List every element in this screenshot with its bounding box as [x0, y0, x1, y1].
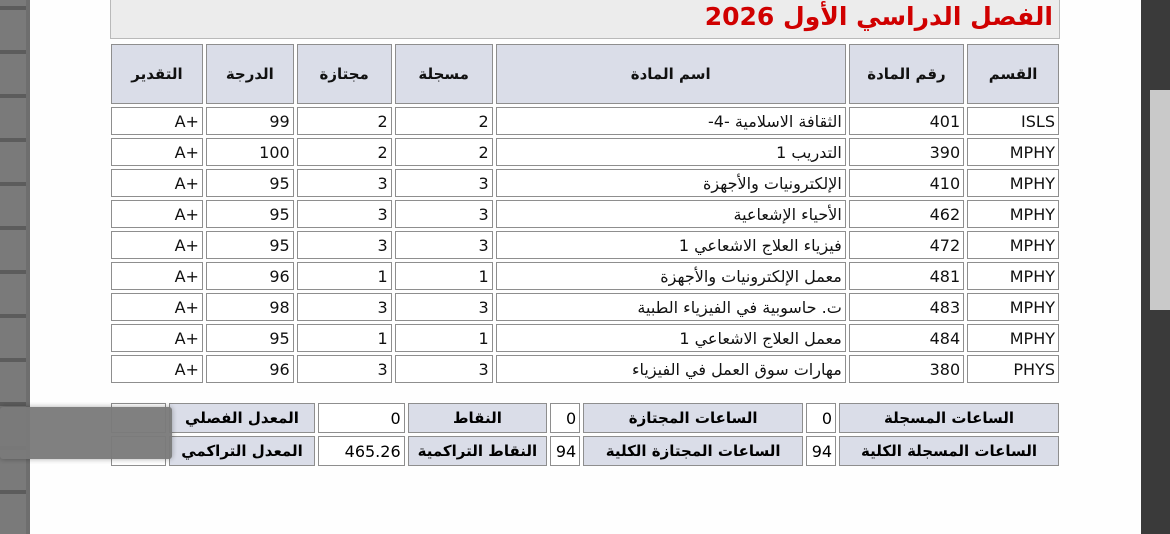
cell-dept: PHYS: [967, 355, 1059, 383]
cell-course-no: 410: [849, 169, 964, 197]
total-registered-label: الساعات المسجلة الكلية: [839, 436, 1059, 466]
cell-grade: A+: [111, 293, 203, 321]
cell-passed: 2: [297, 138, 392, 166]
cell-course-name: التدريب 1: [496, 138, 846, 166]
cell-score: 95: [206, 169, 294, 197]
cell-grade: A+: [111, 169, 203, 197]
table-row: [111, 355, 1059, 383]
table-row: [111, 231, 1059, 259]
cell-grade: A+: [111, 138, 203, 166]
table-row: [111, 200, 1059, 228]
table-header-row: [111, 44, 1059, 104]
col-header-dept: القسم: [967, 44, 1059, 104]
registered-hours-value: 0: [806, 403, 836, 433]
cell-grade: A+: [111, 262, 203, 290]
passed-hours-label: الساعات المجتازة: [583, 403, 803, 433]
cell-registered: 3: [395, 293, 493, 321]
cell-course-no: 390: [849, 138, 964, 166]
cell-registered: 1: [395, 324, 493, 352]
cell-course-name: معمل العلاج الاشعاعي 1: [496, 324, 846, 352]
cell-passed: 1: [297, 324, 392, 352]
cell-passed: 3: [297, 169, 392, 197]
cell-registered: 2: [395, 107, 493, 135]
table-row: [111, 262, 1059, 290]
cell-registered: 1: [395, 262, 493, 290]
cell-course-no: 401: [849, 107, 964, 135]
cumulative-gpa-label: المعدل التراكمي: [169, 436, 315, 466]
total-passed-value: 94: [550, 436, 580, 466]
table-row: [111, 324, 1059, 352]
cell-grade: A+: [111, 324, 203, 352]
cell-grade: A+: [111, 231, 203, 259]
points-value: 0: [318, 403, 405, 433]
cell-course-no: 484: [849, 324, 964, 352]
cell-score: 98: [206, 293, 294, 321]
cell-course-no: 472: [849, 231, 964, 259]
cell-dept: MPHY: [967, 200, 1059, 228]
grades-table: [108, 41, 1062, 386]
cell-score: 95: [206, 200, 294, 228]
cell-passed: 3: [297, 355, 392, 383]
cell-registered: 2: [395, 138, 493, 166]
col-header-grade: التقدير: [111, 44, 203, 104]
cell-score: 96: [206, 262, 294, 290]
summary-table: [108, 400, 1062, 469]
cell-passed: 2: [297, 107, 392, 135]
cell-registered: 3: [395, 231, 493, 259]
cell-course-name: الثقافة الاسلامية -4-: [496, 107, 846, 135]
cell-course-name: فيزياء العلاج الاشعاعي 1: [496, 231, 846, 259]
col-header-passed: مجتازة: [297, 44, 392, 104]
background-right-highlight: [1150, 90, 1170, 310]
table-row: [111, 138, 1059, 166]
total-registered-value: 94: [806, 436, 836, 466]
redaction-overlay: [0, 407, 172, 459]
semester-summary-row: [111, 403, 1059, 433]
col-header-course-no: رقم المادة: [849, 44, 964, 104]
col-header-registered: مسجلة: [395, 44, 493, 104]
cell-course-no: 481: [849, 262, 964, 290]
cumulative-points-label: النقاط التراكمية: [408, 436, 548, 466]
cell-grade: A+: [111, 355, 203, 383]
cell-score: 100: [206, 138, 294, 166]
cell-course-name: الإلكترونيات والأجهزة: [496, 169, 846, 197]
cumulative-points-value: 465.26: [318, 436, 405, 466]
table-row: [111, 169, 1059, 197]
cell-passed: 1: [297, 262, 392, 290]
cell-score: 99: [206, 107, 294, 135]
cell-course-no: 462: [849, 200, 964, 228]
passed-hours-value: 0: [550, 403, 580, 433]
semester-header: [110, 0, 1060, 39]
cell-passed: 3: [297, 231, 392, 259]
col-header-course-name: اسم المادة: [496, 44, 846, 104]
table-row: [111, 293, 1059, 321]
cell-course-name: الأحياء الإشعاعية: [496, 200, 846, 228]
cell-dept: MPHY: [967, 262, 1059, 290]
cell-registered: 3: [395, 200, 493, 228]
cell-course-name: ت. حاسوبية في الفيزياء الطبية: [496, 293, 846, 321]
cell-score: 95: [206, 231, 294, 259]
cell-dept: ISLS: [967, 107, 1059, 135]
cell-grade: A+: [111, 107, 203, 135]
cell-passed: 3: [297, 293, 392, 321]
cell-dept: MPHY: [967, 169, 1059, 197]
col-header-score: الدرجة: [206, 44, 294, 104]
cell-dept: MPHY: [967, 138, 1059, 166]
cell-score: 95: [206, 324, 294, 352]
points-label: النقاط: [408, 403, 548, 433]
cell-dept: MPHY: [967, 324, 1059, 352]
semester-gpa-label: المعدل الفصلي: [169, 403, 315, 433]
semester-title: الفصل الدراسي الأول 2026: [704, 2, 1053, 31]
cell-dept: MPHY: [967, 231, 1059, 259]
cell-course-no: 483: [849, 293, 964, 321]
registered-hours-label: الساعات المسجلة: [839, 403, 1059, 433]
cell-registered: 3: [395, 355, 493, 383]
cell-course-name: مهارات سوق العمل في الفيزياء: [496, 355, 846, 383]
cell-dept: MPHY: [967, 293, 1059, 321]
cumulative-summary-row: [111, 436, 1059, 466]
cell-passed: 3: [297, 200, 392, 228]
cell-registered: 3: [395, 169, 493, 197]
cell-grade: A+: [111, 200, 203, 228]
total-passed-label: الساعات المجتازة الكلية: [583, 436, 803, 466]
cell-score: 96: [206, 355, 294, 383]
table-row: [111, 107, 1059, 135]
cell-course-no: 380: [849, 355, 964, 383]
cell-course-name: معمل الإلكترونيات والأجهزة: [496, 262, 846, 290]
